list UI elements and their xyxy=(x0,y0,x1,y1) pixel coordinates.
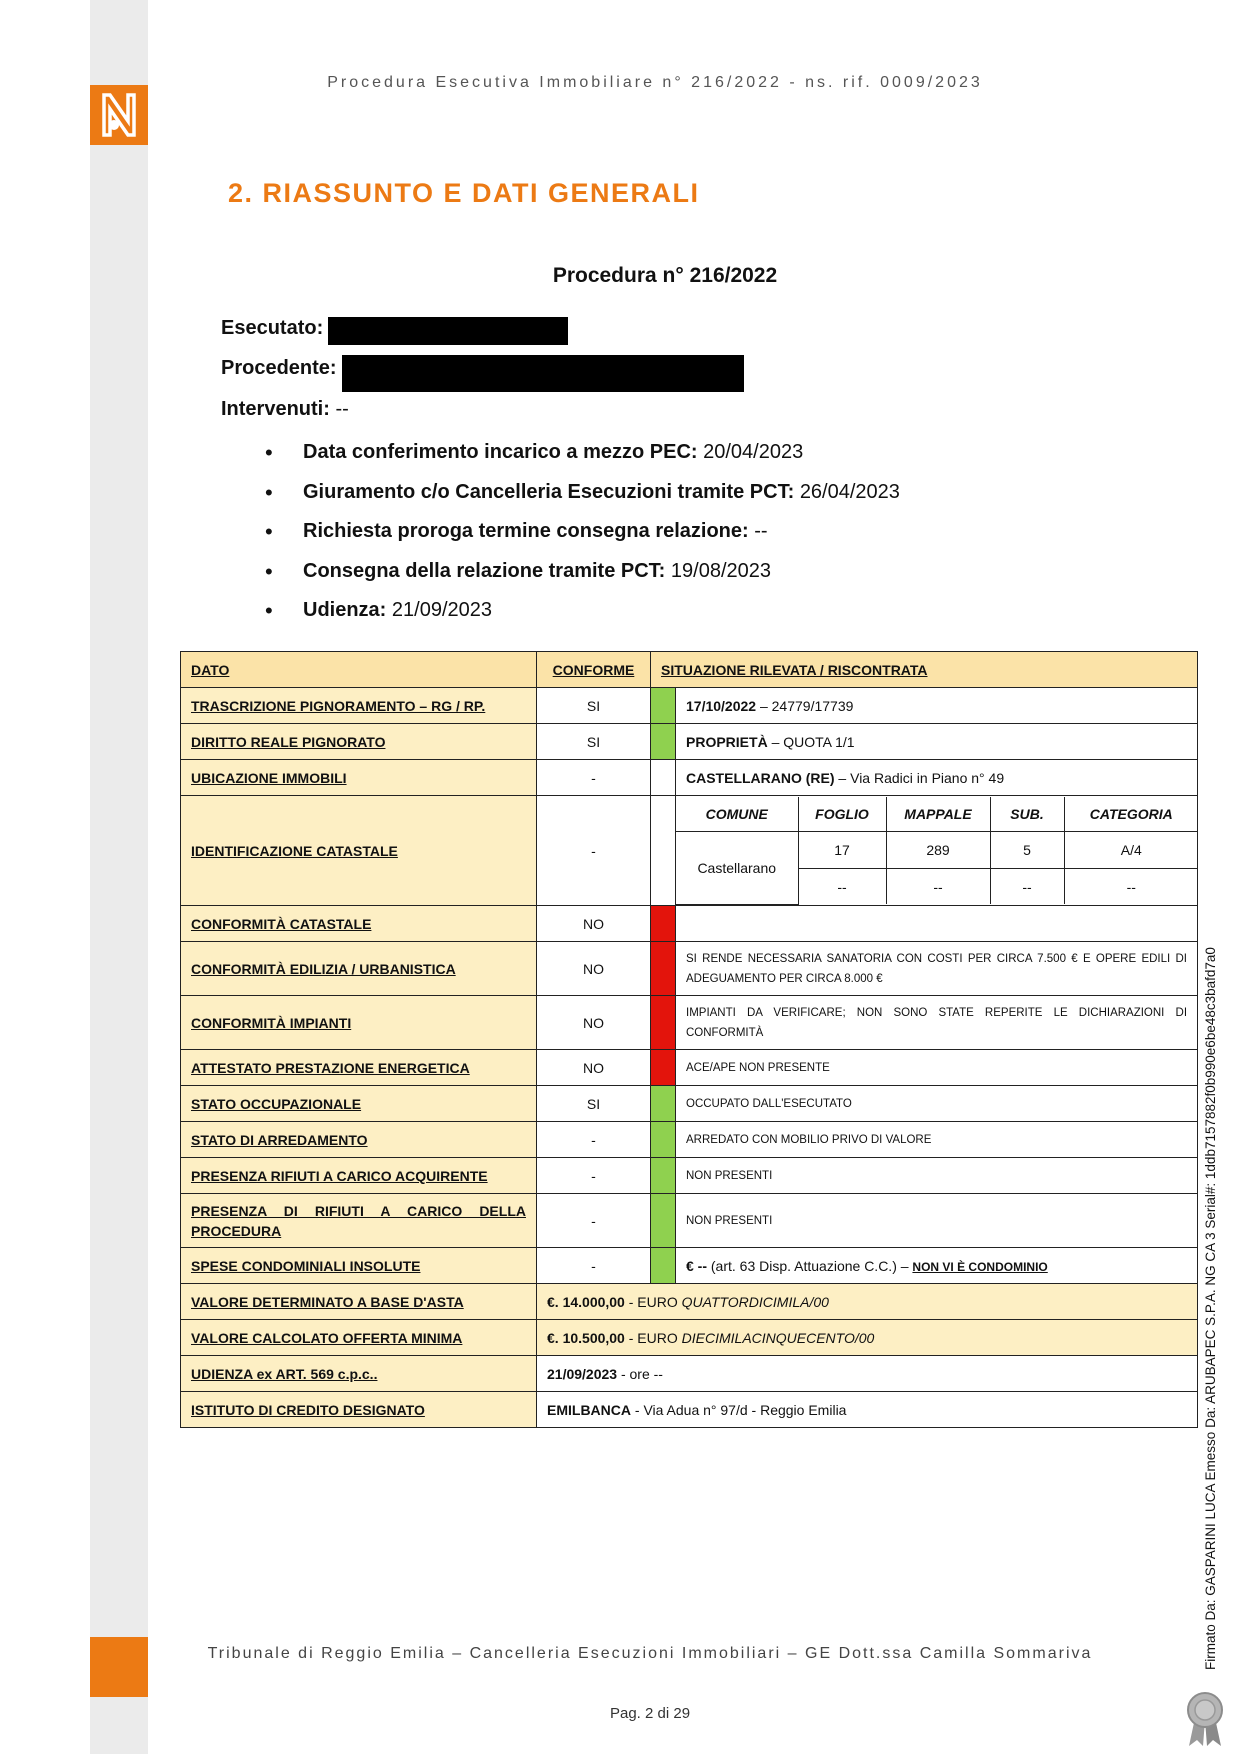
digital-signature: Firmato Da: GASPARINI LUCA Emesso Da: ARUBAPEC S.P.A. NG CA 3 Serial#: 1ddb7157882f0b990e6be48c3bafd7a0 xyxy=(1203,947,1218,1670)
catasto-header: CATEGORIA xyxy=(1064,797,1198,832)
row-situazione: NON PRESENTI xyxy=(676,1194,1198,1248)
catasto-cell-value: 17 xyxy=(798,832,886,869)
row-conforme: - xyxy=(537,760,651,796)
table-row xyxy=(181,1248,1198,1284)
bullet-value: 21/09/2023 xyxy=(391,599,493,621)
list-item xyxy=(265,591,900,631)
list-item xyxy=(265,512,900,552)
row-conforme: SI xyxy=(537,1086,651,1122)
logo-icon xyxy=(90,85,148,145)
catasto-header: COMUNE xyxy=(676,797,798,832)
row-situazione: SI RENDE NECESSARIA SANATORIA CON COSTI PER CIRCA 7.500 € E OPERE EDILI DI ADEGUAMENTO PER CIRCA 8.000 € xyxy=(676,942,1198,996)
list-item xyxy=(265,473,900,513)
table-row xyxy=(181,1194,1198,1248)
procedure-title: Procedura n° 216/2022 xyxy=(552,264,778,287)
header-situazione: SITUAZIONE RILEVATA / RISCONTRATA xyxy=(651,652,1198,688)
intervenuti-value: -- xyxy=(335,398,349,420)
table-row xyxy=(181,1320,1198,1356)
row-label: IDENTIFICAZIONE CATASTALE xyxy=(181,796,537,906)
row-conforme: NO xyxy=(537,906,651,942)
list-item xyxy=(265,552,900,592)
status-indicator xyxy=(651,724,676,760)
row-label: DIRITTO REALE PIGNORATO xyxy=(181,724,537,760)
catasto-table xyxy=(676,797,1198,905)
catasto-cell xyxy=(676,796,1198,906)
table-row xyxy=(181,724,1198,760)
procedente-label: Procedente: xyxy=(221,357,337,379)
catasto-cell-value: -- xyxy=(798,869,886,904)
row-value: 21/09/2023 - ore -- xyxy=(537,1356,1198,1392)
row-value: EMILBANCA - Via Adua n° 97/d - Reggio Emilia xyxy=(537,1392,1198,1428)
status-indicator xyxy=(651,688,676,724)
procedente-line xyxy=(221,357,337,380)
row-label: CONFORMITÀ CATASTALE xyxy=(181,906,537,942)
table-row xyxy=(181,1050,1198,1086)
dates-list xyxy=(265,433,900,631)
row-label: PRESENZA RIFIUTI A CARICO ACQUIRENTE xyxy=(181,1158,537,1194)
summary-table xyxy=(180,651,1198,1428)
row-label: ISTITUTO DI CREDITO DESIGNATO xyxy=(181,1392,537,1428)
status-indicator xyxy=(651,1248,676,1284)
catasto-header: SUB. xyxy=(990,797,1064,832)
row-conforme: - xyxy=(537,1194,651,1248)
catasto-header: MAPPALE xyxy=(886,797,990,832)
row-situazione xyxy=(676,906,1198,942)
status-indicator xyxy=(651,1086,676,1122)
catasto-header: FOGLIO xyxy=(798,797,886,832)
row-conforme: SI xyxy=(537,688,651,724)
row-conforme: NO xyxy=(537,996,651,1050)
intervenuti-line xyxy=(221,398,349,421)
row-value: €. 14.000,00 - EURO QUATTORDICIMILA/00 xyxy=(537,1284,1198,1320)
row-situazione: ACE/APE NON PRESENTE xyxy=(676,1050,1198,1086)
row-situazione: IMPIANTI DA VERIFICARE; NON SONO STATE REPERITE LE DICHIARAZIONI DI CONFORMITÀ xyxy=(676,996,1198,1050)
row-label: ATTESTATO PRESTAZIONE ENERGETICA xyxy=(181,1050,537,1086)
catasto-comune: Castellarano xyxy=(676,832,798,904)
table-row xyxy=(181,1356,1198,1392)
row-conforme: - xyxy=(537,796,651,906)
catasto-cell-value: -- xyxy=(886,869,990,904)
catasto-cell-value: -- xyxy=(990,869,1064,904)
logo xyxy=(90,85,148,145)
table-row xyxy=(181,1122,1198,1158)
table-row xyxy=(181,1158,1198,1194)
row-label: PRESENZA DI RIFIUTI A CARICO DELLA PROCEDURA xyxy=(181,1194,537,1248)
catasto-cell-value: A/4 xyxy=(1064,832,1198,869)
row-label: UBICAZIONE IMMOBILI xyxy=(181,760,537,796)
row-situazione: PROPRIETÀ – QUOTA 1/1 xyxy=(676,724,1198,760)
bullet-label: Consegna della relazione tramite PCT: xyxy=(303,559,666,582)
row-conforme: NO xyxy=(537,1050,651,1086)
page-number: Pag. 2 di 29 xyxy=(609,1705,691,1722)
table-row xyxy=(181,996,1198,1050)
catasto-cell-value: 289 xyxy=(886,832,990,869)
status-indicator xyxy=(651,760,676,796)
bullet-value: 26/04/2023 xyxy=(799,480,900,503)
bullet-value: 19/08/2023 xyxy=(670,559,771,582)
page-header: Procedura Esecutiva Immobiliare n° 216/2022 - ns. rif. 0009/2023 xyxy=(327,74,983,91)
status-indicator xyxy=(651,906,676,942)
row-situazione: NON PRESENTI xyxy=(676,1158,1198,1194)
row-situazione: ARREDATO CON MOBILIO PRIVO DI VALORE xyxy=(676,1122,1198,1158)
row-situazione: OCCUPATO DALL'ESECUTATO xyxy=(676,1086,1198,1122)
bullet-label: Giuramento c/o Cancelleria Esecuzioni tramite PCT: xyxy=(303,480,795,503)
status-indicator xyxy=(651,996,676,1050)
status-indicator xyxy=(651,1194,676,1248)
footer-court: Tribunale di Reggio Emilia – Cancelleria Esecuzioni Immobiliari – GE Dott.ssa Camilla Sommariva xyxy=(207,1645,1093,1662)
catasto-cell-value: -- xyxy=(1064,869,1198,904)
bullet-label: Data conferimento incarico a mezzo PEC: xyxy=(303,441,698,463)
footer-accent-block xyxy=(90,1637,148,1697)
redaction-procedente xyxy=(342,355,744,392)
esecutato-label: Esecutato: xyxy=(221,317,324,339)
list-item xyxy=(265,433,900,473)
intervenuti-label: Intervenuti: xyxy=(221,398,330,420)
catasto-cell-value: 5 xyxy=(990,832,1064,869)
row-label: VALORE DETERMINATO A BASE D'ASTA xyxy=(181,1284,537,1320)
section-title: 2. RIASSUNTO E DATI GENERALI xyxy=(228,178,700,208)
header-dato: DATO xyxy=(181,652,537,688)
bullet-value: -- xyxy=(754,520,768,542)
table-row xyxy=(181,760,1198,796)
row-conforme: - xyxy=(537,1158,651,1194)
row-label: SPESE CONDOMINIALI INSOLUTE xyxy=(181,1248,537,1284)
bullet-value: 20/04/2023 xyxy=(703,441,804,463)
bullet-label: Richiesta proroga termine consegna relazione: xyxy=(303,520,749,542)
row-label: VALORE CALCOLATO OFFERTA MINIMA xyxy=(181,1320,537,1356)
table-row xyxy=(181,906,1198,942)
table-row xyxy=(181,1392,1198,1428)
header-conforme: CONFORME xyxy=(537,652,651,688)
table-row xyxy=(181,688,1198,724)
row-conforme: - xyxy=(537,1122,651,1158)
status-indicator xyxy=(651,796,676,906)
redaction-esecutato xyxy=(328,317,568,345)
row-label: TRASCRIZIONE PIGNORAMENTO – RG / RP. xyxy=(181,688,537,724)
status-indicator xyxy=(651,1122,676,1158)
row-label: CONFORMITÀ IMPIANTI xyxy=(181,996,537,1050)
seal-icon xyxy=(1183,1690,1227,1748)
row-situazione: € -- (art. 63 Disp. Attuazione C.C.) – NON VI È CONDOMINIO xyxy=(676,1248,1198,1284)
row-label: CONFORMITÀ EDILIZIA / URBANISTICA xyxy=(181,942,537,996)
row-conforme: SI xyxy=(537,724,651,760)
table-row xyxy=(181,1086,1198,1122)
status-indicator xyxy=(651,1158,676,1194)
row-label: STATO OCCUPAZIONALE xyxy=(181,1086,537,1122)
table-header-row xyxy=(181,652,1198,688)
table-row xyxy=(181,942,1198,996)
row-situazione: CASTELLARANO (RE) – Via Radici in Piano n° 49 xyxy=(676,760,1198,796)
row-label: STATO DI ARREDAMENTO xyxy=(181,1122,537,1158)
side-stripe xyxy=(90,0,148,1754)
row-situazione: 17/10/2022 – 24779/17739 xyxy=(676,688,1198,724)
row-label: UDIENZA ex ART. 569 c.p.c.. xyxy=(181,1356,537,1392)
status-indicator xyxy=(651,942,676,996)
bullet-label: Udienza: xyxy=(303,599,387,621)
row-value: €. 10.500,00 - EURO DIECIMILACINQUECENTO/00 xyxy=(537,1320,1198,1356)
table-row xyxy=(181,1284,1198,1320)
status-indicator xyxy=(651,1050,676,1086)
row-conforme: NO xyxy=(537,942,651,996)
table-row xyxy=(181,796,1198,906)
esecutato-line xyxy=(221,317,323,340)
row-conforme: - xyxy=(537,1248,651,1284)
